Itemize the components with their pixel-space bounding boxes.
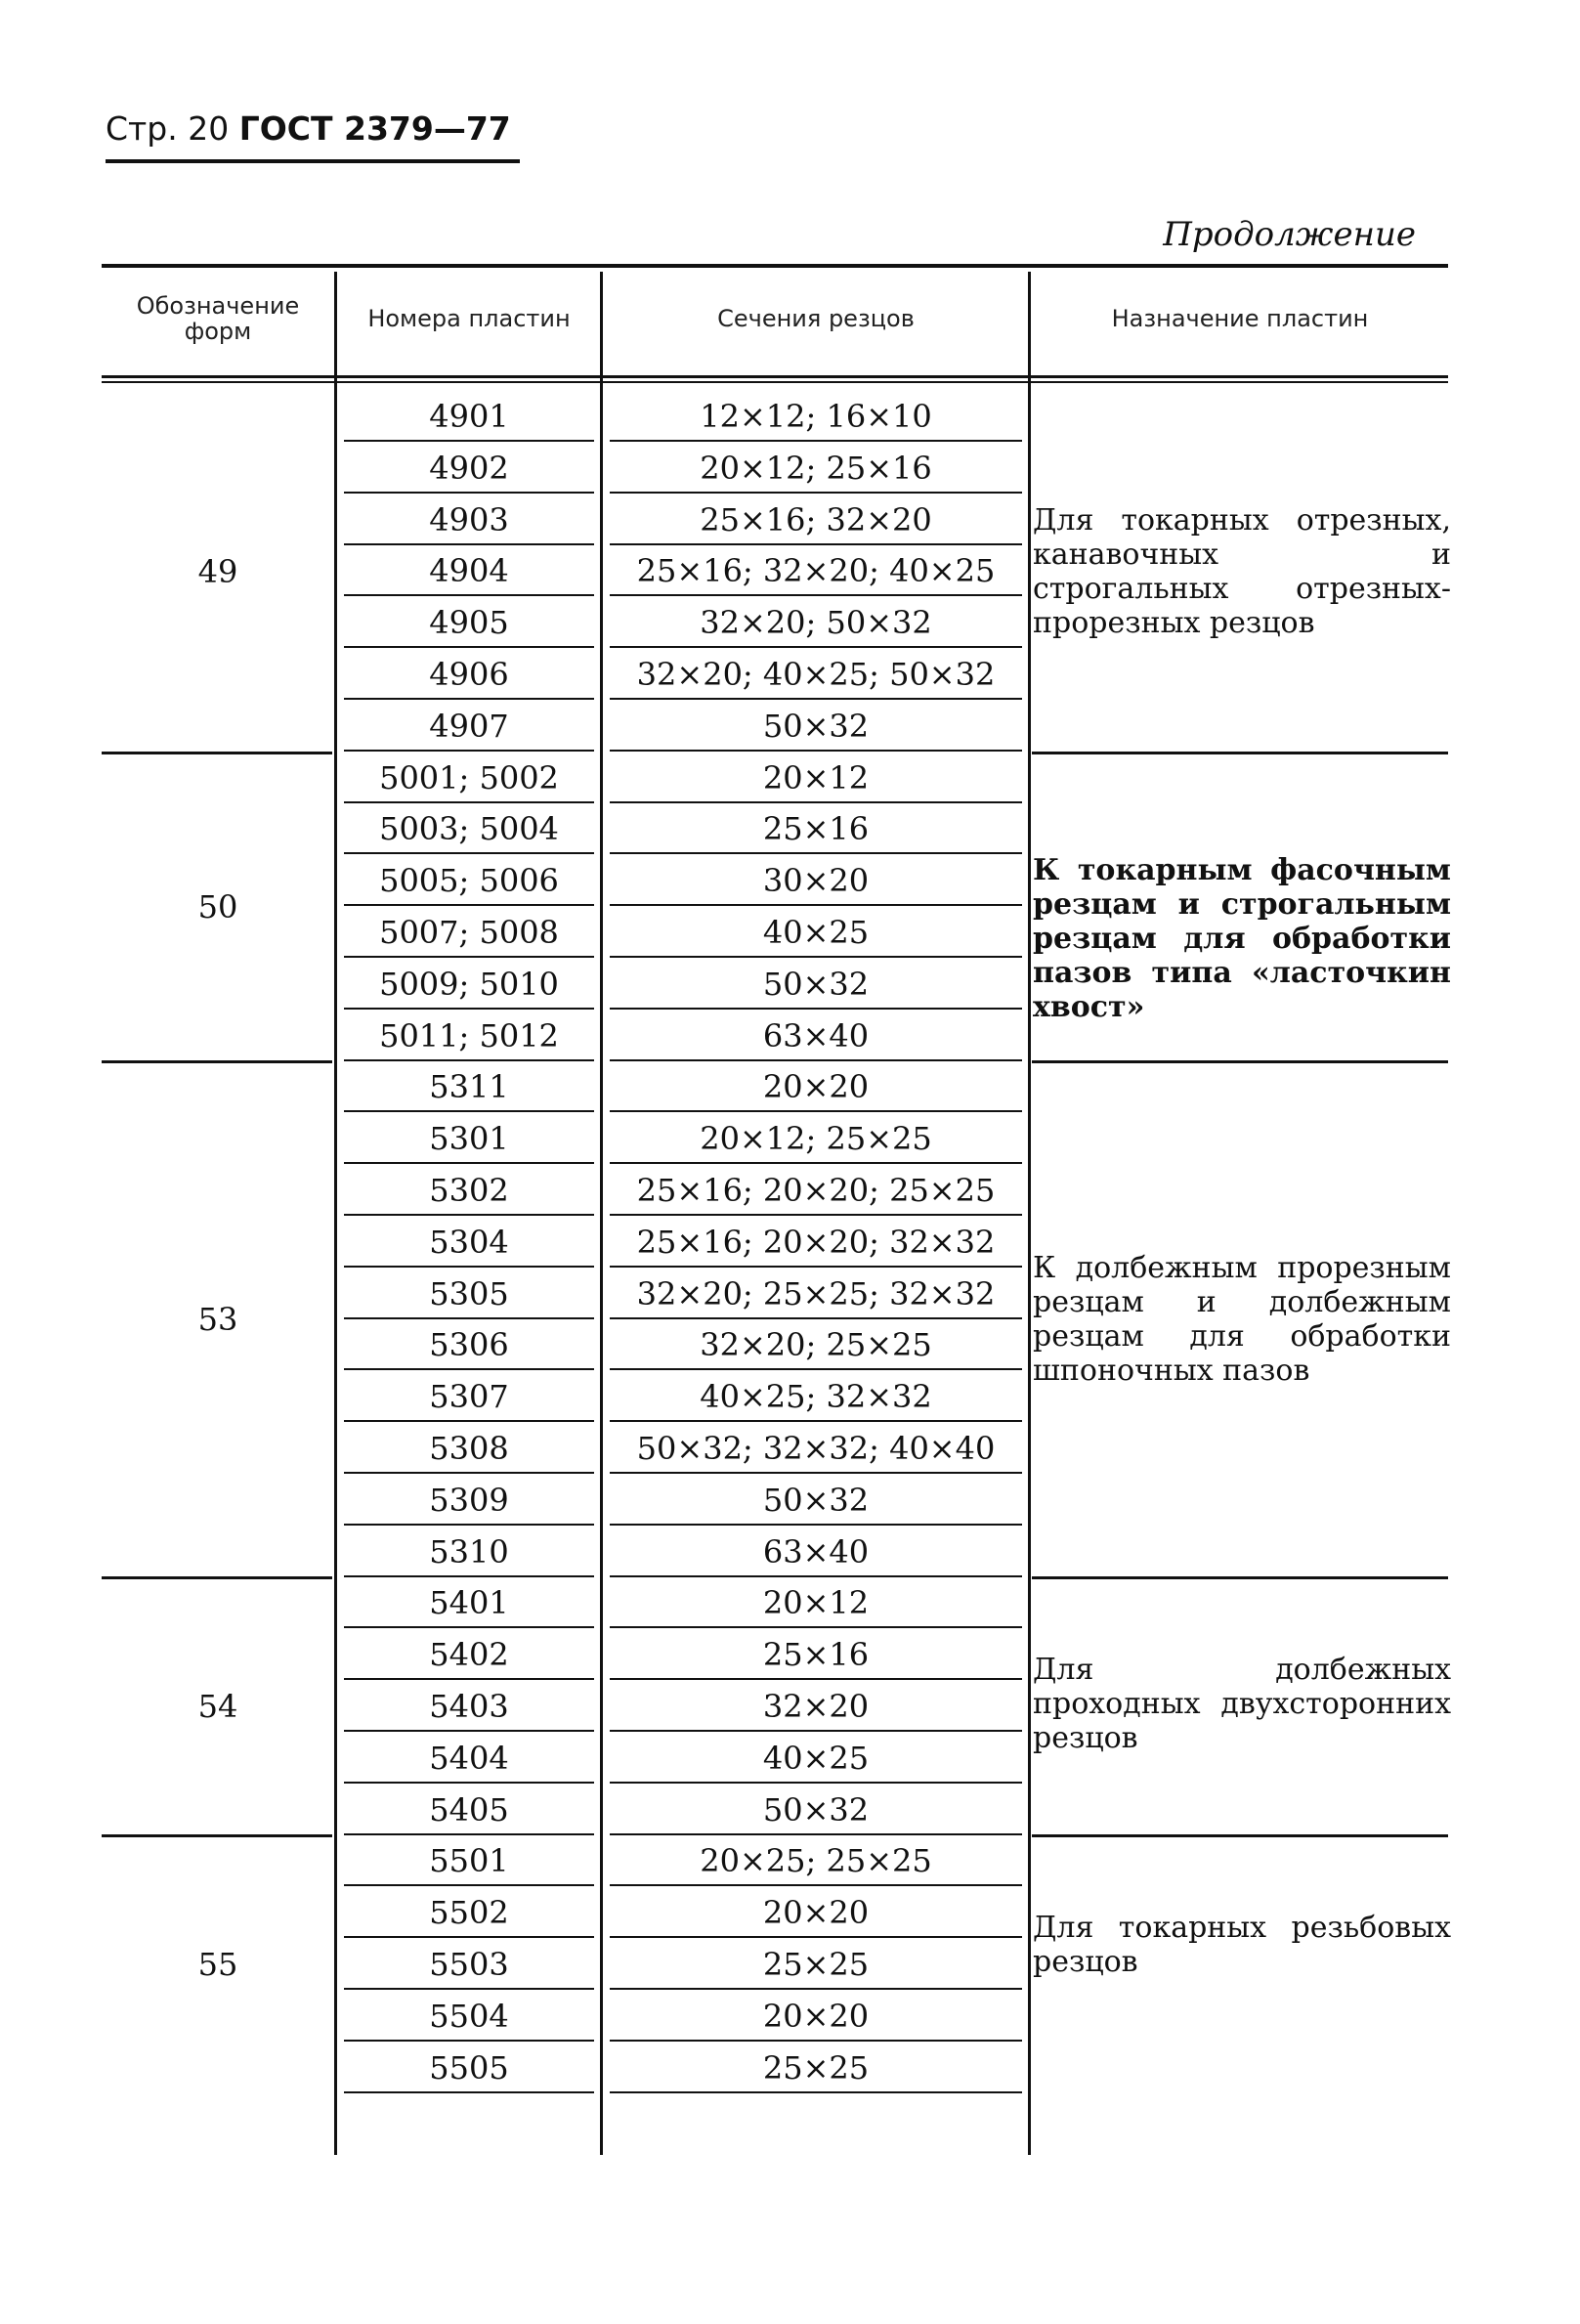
plate-number-cell <box>338 2043 600 2093</box>
row-underline <box>610 1678 1022 1680</box>
row-underline <box>610 1833 1022 1835</box>
section-text: 20×12 <box>762 1584 870 1622</box>
plate-purpose: К долбежным прорезным резцам и долбежным резцам для обработки шпоночных пазов <box>1033 1251 1451 1389</box>
plate-number-cell <box>338 1681 600 1732</box>
plate-number-cell <box>338 1423 600 1474</box>
plate-number-cell <box>338 1887 600 1938</box>
row-underline <box>344 492 594 494</box>
plate-number-cell <box>338 753 600 803</box>
row-underline <box>344 1008 594 1010</box>
section-cell <box>604 855 1028 906</box>
row-underline <box>610 1936 1022 1938</box>
section-text: 32×20; 25×25 <box>700 1326 932 1364</box>
section-cell <box>604 391 1028 442</box>
row-underline <box>610 956 1022 958</box>
section-cell <box>604 701 1028 752</box>
plate-number-cell <box>338 597 600 648</box>
section-cell <box>604 1371 1028 1422</box>
col-rule-1 <box>334 272 337 2155</box>
plate-number-cell <box>338 959 600 1010</box>
section-text: 40×25; 32×32 <box>700 1378 932 1416</box>
section-cell <box>604 545 1028 596</box>
row-underline <box>610 543 1022 545</box>
plate-number-text: 5301 <box>429 1120 509 1158</box>
section-cell <box>604 907 1028 958</box>
row-underline <box>610 904 1022 906</box>
section-cell <box>604 1629 1028 1680</box>
row-underline <box>344 698 594 700</box>
section-text: 20×12 <box>762 758 870 796</box>
plate-number-cell <box>338 443 600 494</box>
plate-number-text: 5306 <box>429 1326 509 1364</box>
page-header <box>106 109 511 148</box>
plate-number-cell <box>338 391 600 442</box>
row-underline <box>610 1782 1022 1784</box>
section-cell <box>604 1423 1028 1474</box>
plate-number-cell <box>338 855 600 906</box>
section-cell <box>604 495 1028 545</box>
row-underline <box>610 1884 1022 1886</box>
section-text: 20×12; 25×16 <box>700 449 932 487</box>
row-underline <box>344 2040 594 2042</box>
row-underline <box>344 2091 594 2093</box>
plate-number-cell <box>338 1371 600 1422</box>
section-text: 32×20; 25×25; 32×32 <box>636 1274 996 1313</box>
form-designation: 55 <box>197 1946 238 1984</box>
plate-number-cell <box>338 803 600 854</box>
section-cell <box>604 1527 1028 1577</box>
row-underline <box>610 1317 1022 1319</box>
section-text: 30×20 <box>762 862 870 900</box>
plate-number-text: 4903 <box>429 500 509 538</box>
form-designation: 54 <box>197 1688 238 1726</box>
row-underline <box>344 1266 594 1268</box>
plate-number-cell <box>338 1939 600 1990</box>
row-underline <box>344 1110 594 1112</box>
section-cell <box>604 1011 1028 1061</box>
section-text: 63×40 <box>762 1532 870 1571</box>
row-underline <box>344 440 594 442</box>
section-text: 25×25 <box>762 2048 870 2087</box>
row-underline <box>344 594 594 596</box>
row-underline <box>344 1420 594 1422</box>
section-cell <box>604 1269 1028 1319</box>
plate-purpose: Для долбежных проходных двухсторонних резцов <box>1033 1653 1451 1756</box>
row-underline <box>610 440 1022 442</box>
plate-number-cell <box>338 1577 600 1628</box>
plates-table <box>102 264 1451 2155</box>
row-underline <box>344 1730 594 1732</box>
plate-number-text: 4905 <box>429 604 509 642</box>
row-underline <box>610 492 1022 494</box>
section-text: 32×20 <box>762 1688 870 1725</box>
row-underline <box>344 1162 594 1164</box>
plate-number-cell <box>338 1269 600 1319</box>
form-designation: 53 <box>197 1301 238 1339</box>
section-cell <box>604 2043 1028 2093</box>
plate-number-cell <box>338 1991 600 2042</box>
section-cell <box>604 1217 1028 1268</box>
header-bottom-rule <box>102 375 1448 378</box>
plate-number-text: 4901 <box>429 398 509 435</box>
section-cell <box>604 1319 1028 1370</box>
row-underline <box>610 1266 1022 1268</box>
row-underline <box>344 852 594 854</box>
row-underline <box>344 543 594 545</box>
plate-number-text: 5302 <box>429 1172 509 1209</box>
plate-number-text: 4904 <box>429 552 509 590</box>
row-underline <box>610 646 1022 648</box>
plate-number-text: 5308 <box>429 1430 509 1467</box>
row-underline <box>344 1678 594 1680</box>
plate-number-text: 5001; 5002 <box>379 758 559 796</box>
col-header-plate: Номера пластин <box>367 304 571 332</box>
section-cell <box>604 803 1028 854</box>
plate-number-text: 5401 <box>429 1584 509 1622</box>
plate-number-text: 5504 <box>429 1997 509 2035</box>
plate-number-cell <box>338 1629 600 1680</box>
plate-number-cell <box>338 495 600 545</box>
row-underline <box>610 1472 1022 1474</box>
section-cell <box>604 959 1028 1010</box>
plate-number-text: 5404 <box>429 1739 509 1777</box>
plate-number-text: 4906 <box>429 656 509 693</box>
row-underline <box>610 1626 1022 1628</box>
section-cell <box>604 753 1028 803</box>
section-cell <box>604 1733 1028 1784</box>
section-text: 50×32 <box>762 707 870 745</box>
plate-number-text: 5307 <box>429 1378 509 1416</box>
col-rule-2 <box>600 272 603 2155</box>
section-text: 25×16 <box>762 810 870 848</box>
section-text: 25×16; 20×20; 25×25 <box>636 1172 996 1209</box>
row-underline <box>344 750 594 752</box>
section-text: 20×20 <box>762 1068 870 1106</box>
row-underline <box>344 646 594 648</box>
section-cell <box>604 1113 1028 1164</box>
section-cell <box>604 1475 1028 1526</box>
row-underline <box>344 801 594 803</box>
row-underline <box>610 1420 1022 1422</box>
group-separator-purpose <box>1032 1834 1448 1837</box>
row-underline <box>610 698 1022 700</box>
plate-number-cell <box>338 1113 600 1164</box>
section-cell <box>604 1991 1028 2042</box>
row-underline <box>344 1626 594 1628</box>
row-underline <box>610 1059 1022 1061</box>
plate-number-text: 5011; 5012 <box>379 1016 559 1054</box>
row-underline <box>610 1110 1022 1112</box>
section-text: 20×20 <box>762 1894 870 1932</box>
plate-number-text: 5505 <box>429 2048 509 2087</box>
section-text: 40×25 <box>762 1739 870 1777</box>
row-underline <box>344 904 594 906</box>
plate-number-text: 5304 <box>429 1223 509 1261</box>
plate-number-cell <box>338 1217 600 1268</box>
plate-number-text: 5309 <box>429 1481 509 1519</box>
row-underline <box>610 852 1022 854</box>
continuation-label: Продолжение <box>1163 215 1416 254</box>
row-underline <box>344 956 594 958</box>
plate-number-text: 5009; 5010 <box>379 965 559 1003</box>
plate-number-cell <box>338 545 600 596</box>
row-underline <box>610 1575 1022 1577</box>
section-text: 25×25 <box>762 1946 870 1983</box>
plate-number-cell <box>338 701 600 752</box>
group-separator-purpose <box>1032 1060 1448 1063</box>
header-bottom-rule-2 <box>102 381 1448 383</box>
row-underline <box>344 1936 594 1938</box>
row-underline <box>344 1214 594 1216</box>
section-text: 50×32; 32×32; 40×40 <box>636 1430 996 1467</box>
section-cell <box>604 1165 1028 1216</box>
section-cell <box>604 1887 1028 1938</box>
plate-number-cell <box>338 1475 600 1526</box>
row-underline <box>610 2091 1022 2093</box>
plate-number-cell <box>338 907 600 958</box>
row-underline <box>610 1162 1022 1164</box>
col-header-section: Сечения резцов <box>717 304 915 332</box>
section-text: 25×16; 20×20; 32×32 <box>636 1223 996 1261</box>
section-cell <box>604 597 1028 648</box>
plate-number-text: 5503 <box>429 1946 509 1983</box>
plate-number-text: 5311 <box>429 1068 509 1106</box>
section-cell <box>604 1835 1028 1886</box>
row-underline <box>344 1317 594 1319</box>
group-separator-purpose <box>1032 1576 1448 1579</box>
plate-number-text: 5305 <box>429 1274 509 1313</box>
section-text: 40×25 <box>762 914 870 951</box>
row-underline <box>344 1884 594 1886</box>
row-underline <box>344 1988 594 1990</box>
group-separator-purpose <box>1032 752 1448 754</box>
row-underline <box>610 1008 1022 1010</box>
plate-number-text: 4907 <box>429 707 509 745</box>
row-underline <box>610 750 1022 752</box>
plate-purpose: К токарным фасочным резцам и строгальным резцам для обработки пазов типа «ласточкин хвост» <box>1033 853 1451 1024</box>
plate-number-text: 5005; 5006 <box>379 862 559 900</box>
section-text: 32×20; 50×32 <box>700 604 932 642</box>
row-underline <box>610 1214 1022 1216</box>
section-text: 12×12; 16×10 <box>700 398 932 435</box>
plate-number-cell <box>338 1319 600 1370</box>
plate-number-text: 5405 <box>429 1790 509 1829</box>
plate-number-cell <box>338 1785 600 1835</box>
plate-purpose: Для токарных отрезных, канавочных и строгальных отрезных-прорезных резцов <box>1033 502 1451 640</box>
plate-number-text: 5403 <box>429 1688 509 1725</box>
plate-number-cell <box>338 1011 600 1061</box>
plate-number-text: 5003; 5004 <box>379 810 559 848</box>
row-underline <box>344 1472 594 1474</box>
plate-purpose: Для токарных резьбовых резцов <box>1033 1911 1451 1980</box>
plate-number-cell <box>338 649 600 700</box>
section-text: 25×16 <box>762 1636 870 1674</box>
section-text: 20×25; 25×25 <box>700 1842 932 1880</box>
section-cell <box>604 1785 1028 1835</box>
page-number: Стр. 20 <box>106 109 230 148</box>
row-underline <box>610 1524 1022 1526</box>
row-underline <box>344 1059 594 1061</box>
col-header-purpose: Назначение пластин <box>1111 304 1369 332</box>
section-text: 50×32 <box>762 965 870 1003</box>
header-rule <box>106 159 520 163</box>
row-underline <box>344 1368 594 1370</box>
plate-number-cell <box>338 1061 600 1112</box>
row-underline <box>610 801 1022 803</box>
row-underline <box>610 1368 1022 1370</box>
row-underline <box>610 2040 1022 2042</box>
row-underline <box>344 1833 594 1835</box>
section-cell <box>604 443 1028 494</box>
plate-number-text: 5501 <box>429 1842 509 1880</box>
plate-number-text: 5310 <box>429 1532 509 1571</box>
section-text: 63×40 <box>762 1016 870 1054</box>
plate-number-cell <box>338 1835 600 1886</box>
section-text: 32×20; 40×25; 50×32 <box>636 656 996 693</box>
plate-number-text: 5402 <box>429 1636 509 1674</box>
section-cell <box>604 1939 1028 1990</box>
row-underline <box>344 1524 594 1526</box>
plate-number-cell <box>338 1165 600 1216</box>
row-underline <box>344 1575 594 1577</box>
col-header-form: Обозначение форм <box>136 291 300 345</box>
standard-number: ГОСТ 2379—77 <box>238 109 511 148</box>
section-cell <box>604 1577 1028 1628</box>
plate-number-text: 5007; 5008 <box>379 914 559 951</box>
form-designation: 50 <box>197 887 238 925</box>
section-text: 25×16; 32×20; 40×25 <box>636 552 996 590</box>
section-text: 50×32 <box>762 1790 870 1829</box>
plate-number-text: 4902 <box>429 449 509 487</box>
section-text: 25×16; 32×20 <box>700 500 932 538</box>
section-text: 20×20 <box>762 1997 870 2035</box>
plate-number-text: 5502 <box>429 1894 509 1932</box>
section-cell <box>604 1061 1028 1112</box>
row-underline <box>344 1782 594 1784</box>
plate-number-cell <box>338 1733 600 1784</box>
row-underline <box>610 594 1022 596</box>
row-underline <box>610 1988 1022 1990</box>
col-rule-3 <box>1028 272 1031 2155</box>
section-cell <box>604 1681 1028 1732</box>
row-underline <box>610 1730 1022 1732</box>
plate-number-cell <box>338 1527 600 1577</box>
section-text: 50×32 <box>762 1481 870 1519</box>
section-cell <box>604 649 1028 700</box>
form-designation: 49 <box>197 552 238 590</box>
section-text: 20×12; 25×25 <box>700 1120 932 1158</box>
